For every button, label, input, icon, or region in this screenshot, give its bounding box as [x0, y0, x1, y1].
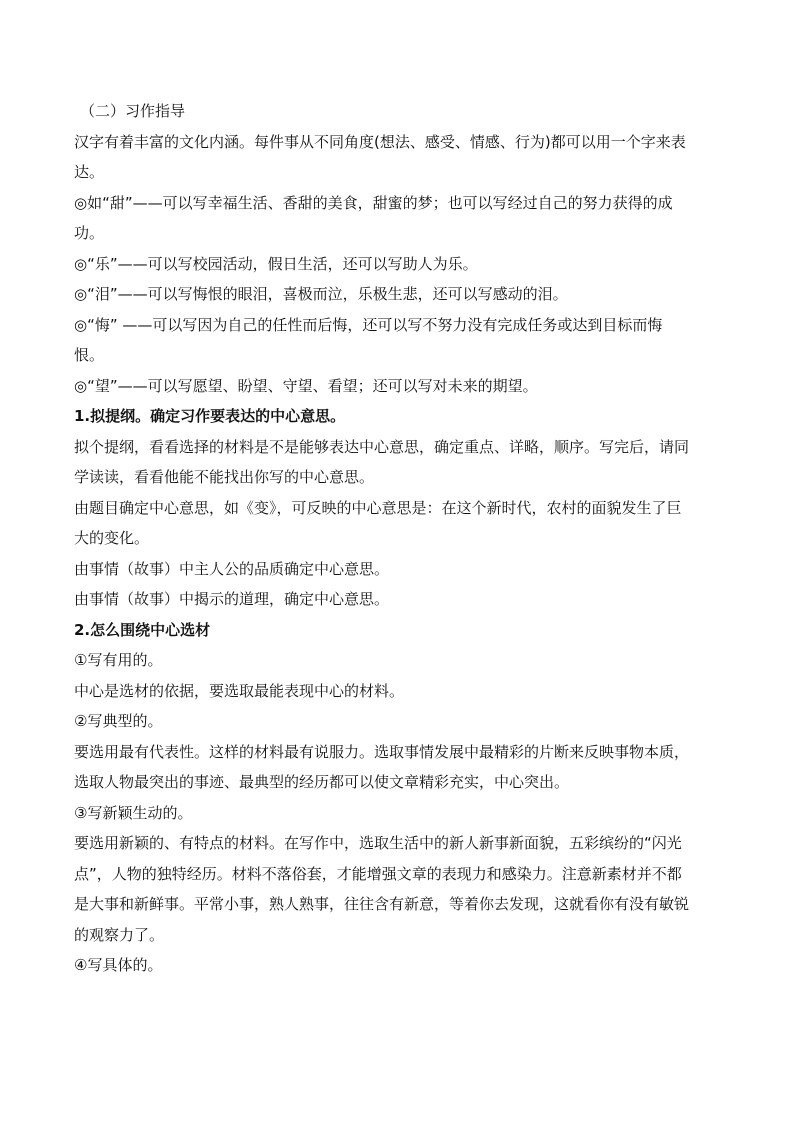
point-typical: ②写典型的。	[74, 712, 163, 730]
intro-paragraph-line: 达。	[74, 163, 105, 181]
example-lei-line: ◎“泪”——可以写悔恨的眼泪，喜极而泣，乐极生悲，还可以写感动的泪。	[74, 285, 568, 303]
point-novel-detail-line: 是大事和新鲜事。平常小事，熟人熟事，往往含有新意，等着你去发现，这就看你有没有敏锐	[74, 895, 690, 913]
point-novel: ③写新颖生动的。	[74, 803, 193, 822]
point-novel-detail-line: 要选用新颖的、有特点的材料。在写作中，选取生活中的新人新事新面貌，五彩缤纷的“闪光	[74, 834, 682, 852]
example-hui-line: 恨。	[74, 346, 105, 364]
document-body	[74, 96, 726, 981]
title-method-line: 由题目确定中心意思，如《变》，可反映的中心意思是：在这个新时代，农村的面貌发生了巨	[74, 498, 682, 517]
example-tian-line: ◎如“甜”——可以写幸福生活、香甜的美食，甜蜜的梦；也可以写经过自己的努力获得的成	[74, 193, 673, 212]
character-method-line: 由事情（故事）中主人公的品质确定中心意思。	[74, 559, 390, 578]
point-typical-detail-line: 要选用最有代表性。这样的材料最有说服力。选取事情发展中最精彩的片断来反映事物本质，	[74, 742, 690, 761]
heading-material-selection: 2.怎么围绕中心选材	[74, 620, 211, 639]
example-tian-line: 功。	[74, 224, 105, 242]
title-method-line: 大的变化。	[74, 529, 150, 547]
point-novel-detail-line: 点”，人物的独特经历。材料不落俗套，才能增强文章的表现力和感染力。注意新素材并不都	[74, 864, 682, 883]
example-le-line: ◎“乐”——可以写校园活动，假日生活，还可以写助人为乐。	[74, 254, 478, 273]
example-wang-line: ◎“望”——可以写愿望、盼望、守望、看望；还可以写对未来的期望。	[74, 376, 538, 395]
outline-paragraph-line: 学读读，看看他能不能找出你写的中心意思。	[74, 468, 375, 486]
point-concrete: ④写具体的。	[74, 956, 163, 974]
section-title: （二）习作指导	[80, 102, 186, 120]
point-typical-detail-line: 选取人物最突出的事迹、最典型的经历都可以使文章精彩充实，中心突出。	[74, 773, 570, 791]
principle-method-line: 由事情（故事）中揭示的道理，确定中心意思。	[74, 590, 390, 608]
point-useful: ①写有用的。	[74, 651, 163, 669]
example-hui-line: ◎“悔” ——可以写因为自己的任性而后悔，还可以写不努力没有完成任务或达到目标而悔	[74, 315, 663, 334]
heading-outline: 1.拟提纲。确定习作要表达的中心意思。	[74, 407, 346, 425]
point-useful-detail: 中心是选材的依据，要选取最能表现中心的材料。	[74, 681, 405, 700]
intro-paragraph-line: 汉字有着丰富的文化内涵。每件事从不同角度(想法、感受、情感、行为)都可以用一个字来表	[74, 132, 686, 151]
outline-paragraph-line: 拟个提纲，看看选择的材料是不是能够表达中心意思，确定重点、详略，顺序。写完后，请同	[74, 437, 690, 456]
point-novel-detail-line: 的观察力了。	[74, 925, 165, 944]
